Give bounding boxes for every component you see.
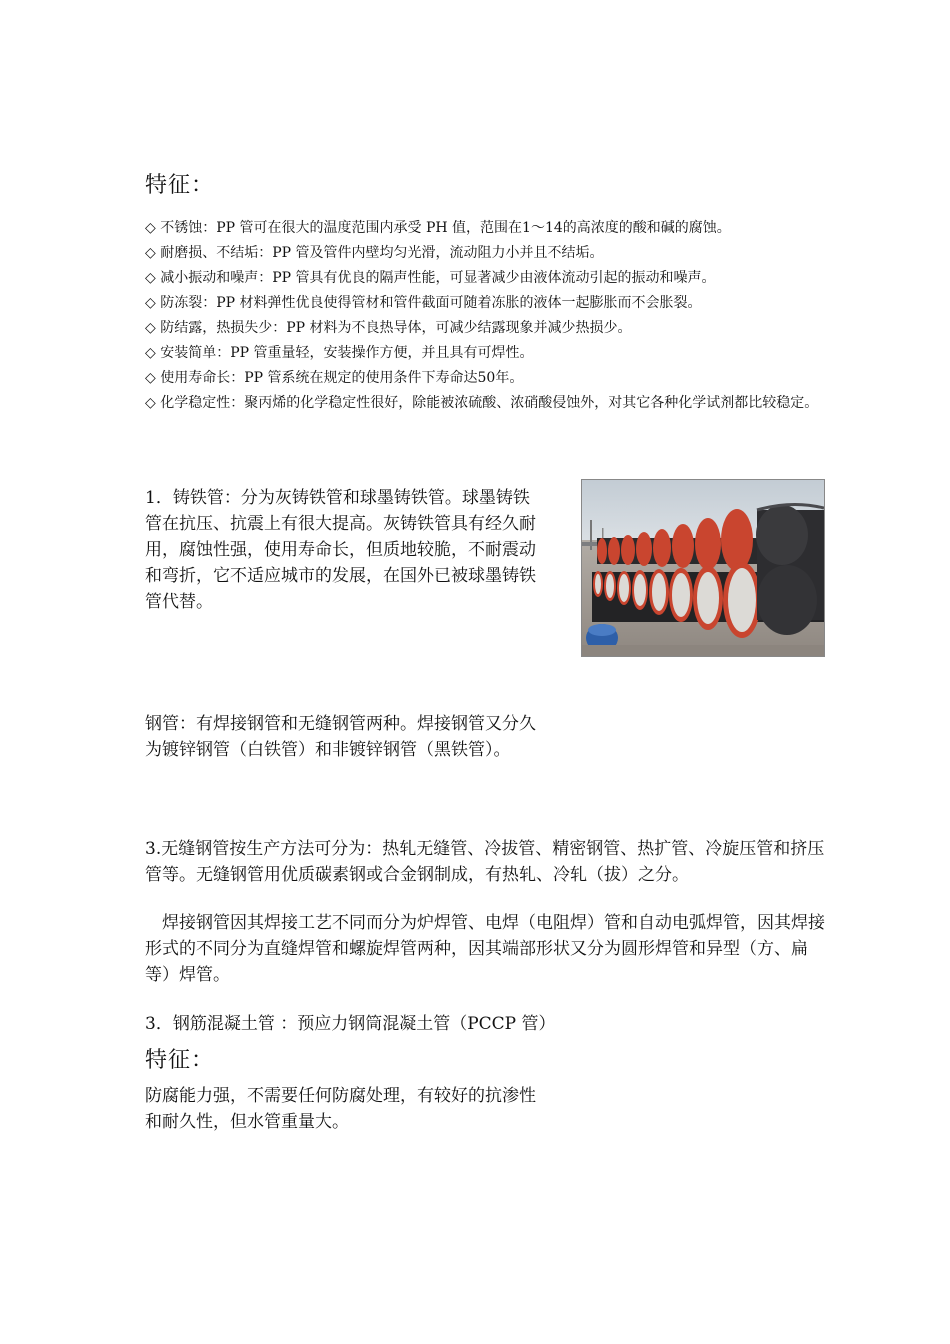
pipes-photo (581, 479, 825, 657)
feature-item: ◇ 减小振动和噪声：PP 管具有优良的隔声性能，可显著减少由液体流动引起的振动和噪声。 (145, 270, 716, 286)
feature-item: ◇ 耐磨损、不结垢：PP 管及管件内壁均匀光滑，流动阻力小并且不结垢。 (145, 245, 604, 261)
features-list (145, 216, 825, 416)
feature-item: ◇ 防结露，热损失少：PP 材料为不良热导体，可减少结露现象并减少热损少。 (145, 320, 632, 336)
feature-item: ◇ 防冻裂：PP 材料弹性优良使得管材和管件截面可随着冻胀的液体一起膨胀而不会胀裂。 (145, 295, 702, 311)
seamless-pipe-paragraph: 3.无缝钢管按生产方法可分为：热轧无缝管、冷拔管、精密钢管、热扩管、冷旋压管和挤压管等。无缝钢管用优质碳素钢或合金钢制成，有热轧、冷轧（拔）之分。 (145, 839, 825, 885)
features-heading: 特征： (145, 173, 215, 198)
cast-iron-paragraph: 1．铸铁管：分为灰铸铁管和球墨铸铁管。球墨铸铁管在抗压、抗震上有很大提高。灰铸铁管具有经久耐用，腐蚀性强，使用寿命长，但质地较脆，不耐震动和弯折，它不适应城市的发展，在国外已被球墨铸铁管代替。 (145, 488, 536, 612)
feature-item: ◇ 不锈蚀：PP 管可在很大的温度范围内承受 PH 值，范围在1～14的高浓度的酸和碱的腐蚀。 (145, 220, 731, 236)
feature-item: ◇ 使用寿命长：PP 管系统在规定的使用条件下寿命达50年。 (145, 370, 524, 386)
feature-item: ◇ 安装简单：PP 管重量轻，安装操作方便，并且具有可焊性。 (145, 345, 534, 361)
concrete-features-heading: 特征： (145, 1048, 215, 1073)
welded-pipe-paragraph: 焊接钢管因其焊接工艺不同而分为炉焊管、电焊（电阻焊）管和自动电弧焊管，因其焊接形式的不同分为直缝焊管和螺旋焊管两种，因其端部形状又分为圆形焊管和异型（方、扁等）焊管。 (145, 913, 825, 985)
steel-pipe-paragraph: 钢管：有焊接钢管和无缝钢管两种。焊接钢管又分久为镀锌钢管（白铁管）和非镀锌钢管（黑铁管）。 (145, 714, 536, 760)
concrete-pipe-title: 3．钢筋混凝土管 ：预应力钢筒混凝土管（PCCP 管） (145, 1014, 556, 1034)
feature-item: ◇ 化学稳定性：聚丙烯的化学稳定性很好，除能被浓硫酸、浓硝酸侵蚀外，对其它各种化学试剂都比较稳定。 (145, 395, 819, 411)
concrete-pipe-paragraph: 防腐能力强，不需要任何防腐处理，有较好的抗渗性和耐久性，但水管重量大。 (145, 1086, 536, 1132)
